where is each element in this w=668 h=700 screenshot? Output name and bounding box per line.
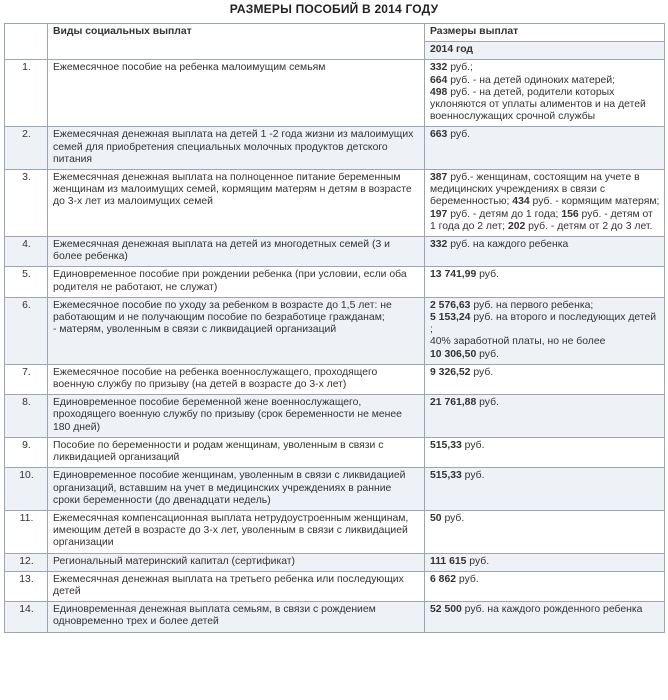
amount-line — [430, 574, 660, 586]
benefit-amount — [425, 437, 665, 467]
amount-text: руб. — [461, 470, 485, 482]
benefit-amount — [425, 468, 665, 511]
amount-value: 434 — [512, 196, 530, 208]
table-row — [5, 571, 665, 601]
benefit-description — [48, 510, 425, 553]
header-num-cell — [5, 24, 48, 60]
header-types: Виды социальных выплат — [48, 24, 425, 60]
benefit-description — [48, 437, 425, 467]
amount-text: руб. - детям от 1 года до 2 лет; — [430, 208, 653, 232]
row-number: 3. — [5, 170, 48, 237]
benefit-description — [48, 364, 425, 394]
amount-text: руб. — [476, 348, 499, 360]
amount-value: 197 — [430, 208, 448, 220]
benefit-description — [48, 127, 425, 170]
benefit-description — [48, 571, 425, 601]
table-row — [5, 468, 665, 511]
benefit-amount — [425, 237, 665, 267]
amount-text: руб. — [456, 573, 479, 585]
benefit-description — [48, 237, 425, 267]
amount-value: 332 — [430, 62, 448, 74]
amount-line — [430, 336, 660, 348]
amount-value: 202 — [507, 220, 526, 232]
page-title: РАЗМЕРЫ ПОСОБИЙ В 2014 ГОДУ — [229, 2, 439, 16]
amount-value: 664 — [430, 74, 448, 86]
amount-value: 387 — [430, 172, 448, 184]
amount-value: 515,33 — [430, 439, 462, 451]
header-year: 2014 год — [425, 42, 665, 60]
benefit-description — [48, 297, 425, 364]
row-number: 14. — [5, 602, 48, 632]
amount-line — [430, 349, 660, 361]
table-row — [5, 510, 665, 553]
row-number: 5. — [5, 267, 48, 297]
amount-line — [430, 397, 660, 409]
amount-text: руб. - детям от 2 до 3 лет. — [525, 220, 653, 232]
row-number: 11. — [5, 510, 48, 553]
table-row — [5, 60, 665, 127]
description-line: Ежемесячная компенсационная выплата нетрудоустроенным женщинам, имеющим детей в возрасте до 3-х лет, уволенным в связи с ликвидацией организации — [53, 512, 409, 549]
amount-line — [430, 470, 660, 482]
description-line: Ежемесячное пособие по уходу за ребенком в возрасте до 1,5 лет: не работающим и не получающим пособие по безработице гражданам; — [53, 299, 392, 324]
amount-text: руб. — [476, 269, 499, 281]
amount-value: 498 — [430, 86, 448, 98]
description-line: Пособие по беременности и родам женщинам, уволенным в связи с ликвидацией организаций — [53, 439, 384, 464]
benefit-amount — [425, 170, 665, 237]
benefit-amount — [425, 510, 665, 553]
amount-line — [430, 367, 660, 379]
amount-line — [430, 604, 660, 616]
benefit-amount — [425, 127, 665, 170]
benefit-description — [48, 170, 425, 237]
amount-text: руб. на второго и последующих детей ; — [430, 312, 657, 336]
benefit-amount — [425, 602, 665, 632]
benefit-amount — [425, 364, 665, 394]
amount-value: 50 — [430, 512, 442, 524]
amount-line — [430, 239, 660, 251]
amount-text: руб. - кормящим матерям; — [529, 196, 660, 208]
row-number: 9. — [5, 437, 48, 467]
benefit-amount — [425, 297, 665, 364]
table-row — [5, 237, 665, 267]
amount-text: руб. на первого ребенка; — [470, 299, 594, 311]
amount-value: 6 862 — [430, 573, 457, 585]
amount-value: 111 615 — [430, 555, 467, 567]
amount-text: руб. — [441, 512, 465, 524]
row-number: 12. — [5, 553, 48, 571]
amount-line — [430, 129, 660, 141]
benefit-amount — [425, 60, 665, 127]
description-line: Ежемесячная денежная выплата на детей 1 -2 года жизни из малоимущих семей для приобретения специальных молочных продуктов детского питания — [53, 129, 414, 165]
description-line: - матерям, уволенным в связи с ликвидацией организаций — [53, 324, 337, 336]
table-row — [5, 395, 665, 438]
benefit-amount — [425, 395, 665, 438]
table-row — [5, 267, 665, 297]
description-line: Единовременное пособие женщинам, уволенным в связи с ликвидацией организаций, вставшим на учет в медицинских учреждениях в ранние сроки беременности (до двенадцати недель) — [53, 470, 406, 506]
benefit-description — [48, 468, 425, 511]
benefit-description — [48, 553, 425, 571]
amount-value: 515,33 — [430, 470, 462, 482]
amount-line — [430, 440, 660, 452]
benefits-table — [4, 23, 665, 633]
amount-text: руб. — [470, 366, 494, 378]
header-row — [5, 24, 665, 42]
row-number: 10. — [5, 468, 48, 511]
row-number: 13. — [5, 571, 48, 601]
table-row — [5, 602, 665, 632]
description-line: Ежемесячная денежная выплата на полноценное питание беременным женщинам из малоимущих семей, кормящим матерям н детям в возрасте до 3-х лет из малоимущих семей — [53, 172, 412, 208]
amount-text: руб. - на детей одиноких матерей; — [447, 74, 616, 86]
amount-value: 332 — [430, 239, 448, 251]
description-line: Единовременная денежная выплата семьям, в связи с рождением одновременно трех и более детей — [53, 604, 376, 628]
benefit-description — [48, 395, 425, 438]
amount-line — [430, 75, 660, 87]
amount-line — [430, 300, 660, 312]
amount-text: руб. — [447, 129, 471, 141]
amount-text: руб. — [476, 397, 499, 409]
description-line: Региональный материнский капитал (сертификат) — [53, 555, 295, 567]
amount-value: 21 761,88 — [430, 397, 477, 409]
amount-text: руб. — [461, 439, 485, 451]
amount-line — [430, 172, 660, 233]
amount-line — [430, 513, 660, 525]
amount-value: 663 — [430, 129, 448, 141]
amount-value: 156 — [561, 208, 579, 220]
benefit-description — [48, 60, 425, 127]
row-number: 2. — [5, 127, 48, 170]
row-number: 8. — [5, 395, 48, 438]
amount-line — [430, 312, 660, 336]
amount-text: 40% заработной платы, но не более — [430, 336, 606, 348]
amount-value: 5 153,24 — [430, 312, 471, 324]
amount-value: 13 741,99 — [430, 269, 477, 281]
description-line: Единовременное пособие беременной жене военнослужащего, проходящего военную службу по призыву (срок беременности не менее 180 дней) — [53, 397, 402, 433]
amount-value: 52 500 — [430, 604, 462, 616]
description-line: Ежемесячное пособие на ребенка малоимущим семьям — [53, 62, 326, 74]
amount-text: руб. — [466, 555, 490, 567]
benefit-amount — [425, 267, 665, 297]
row-number: 1. — [5, 60, 48, 127]
benefit-description — [48, 602, 425, 632]
amount-line — [430, 87, 660, 124]
benefit-amount — [425, 553, 665, 571]
amount-text: руб. на каждого рожденного ребенка — [461, 604, 643, 616]
row-number: 7. — [5, 364, 48, 394]
table-row — [5, 364, 665, 394]
description-line: Единовременное пособие при рождении ребенка (при условии, если оба родителя не работают, не служат) — [53, 269, 407, 293]
amount-text: руб. - детям до 1 года; — [447, 208, 562, 220]
amount-text: руб.; — [447, 62, 473, 74]
amount-line — [430, 62, 660, 74]
table-row — [5, 553, 665, 571]
amount-value: 9 326,52 — [430, 366, 471, 378]
benefit-description — [48, 267, 425, 297]
amount-value: 10 306,50 — [430, 348, 477, 360]
table-row — [5, 437, 665, 467]
amount-value: 2 576,63 — [430, 299, 471, 311]
amount-text: руб.- женщинам, состоящим на учете в медицинских учреждениях в связи с беременностью; — [430, 172, 640, 208]
description-line: Ежемесячное пособие на ребенка военнослужащего, проходящего военную службу по призыву (на детей в возрасте до 3-х лет) — [53, 366, 378, 391]
table-row — [5, 297, 665, 364]
amount-text: руб. - на детей, родители которых уклоняются от уплаты алиментов и на детей военнослужащих срочной службы — [430, 86, 646, 123]
row-number: 6. — [5, 297, 48, 364]
amount-line — [430, 269, 660, 281]
amount-text: руб. на каждого ребенка — [447, 239, 569, 251]
description-line: Ежемесячная денежная выплата на третьего ребенка или последующих детей — [53, 573, 404, 597]
table-row — [5, 127, 665, 170]
table-row — [5, 170, 665, 237]
benefit-amount — [425, 571, 665, 601]
row-number: 4. — [5, 237, 48, 267]
header-amounts: Размеры выплат — [425, 24, 665, 42]
description-line: Ежемесячная денежная выплата на детей из многодетных семей (3 и более ребенка) — [53, 239, 390, 263]
amount-line — [430, 556, 660, 568]
